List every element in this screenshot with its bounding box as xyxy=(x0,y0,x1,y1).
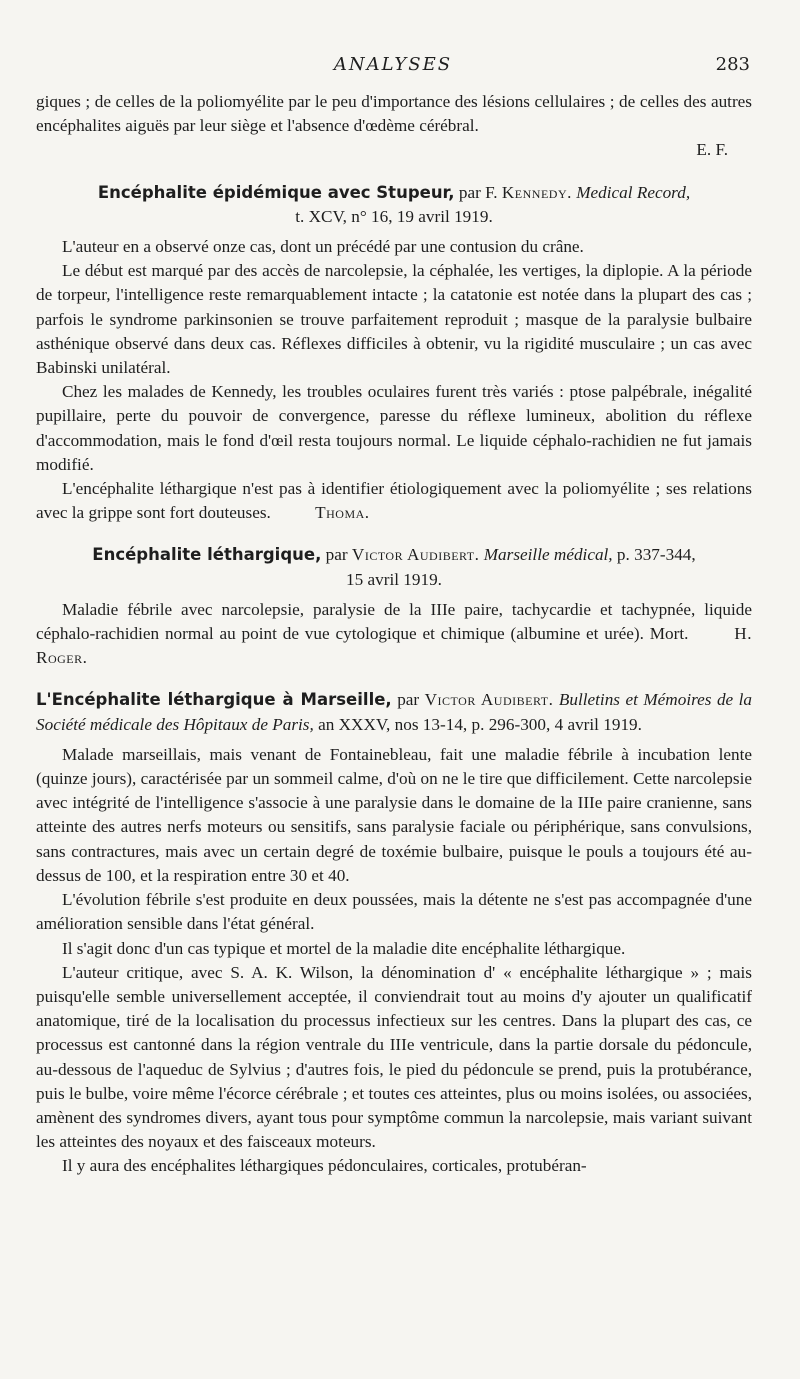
paragraph: Il y aura des encéphalites léthargiques pédonculaires, corticales, protubéran- xyxy=(62,1156,587,1176)
intro-paragraph: giques ; de celles de la poliomyélite par le peu d'importance des lésions cellulaires ; de celles des autres encéphalites aiguës par leur siège et l'absence d'œdème cérébral. xyxy=(36,92,752,136)
paragraph: Le début est marqué par des accès de narcolepsie, la céphalée, les vertiges, la diplopie. A la période de torpeur, l'intelligence reste remarquablement intacte ; la catatonie est notée dans la plupart des cas ; parfois le syndrome parkinsonien se trouve parfaitement reproduit ; masque de la paralysie bulbaire asthénique observé dans deux cas. Réflexes difficiles à obtenir, vu la rigidité musculaire ; un cas avec Babinski unilatéral. xyxy=(36,261,752,378)
review-issue: an XXXV, nos 13-14, p. 296-300, 4 avril 1919. xyxy=(318,714,642,734)
article-body xyxy=(36,90,752,1179)
paragraph: Chez les malades de Kennedy, les troubles oculaires furent très variés : ptose palpébrale, inégalité pupillaire, perte du pouvoir de convergence, paresse du réflexe lumineux, abolition du réflexe d'accommodation, mais le fond d'œil resta toujours normal. Le liquide céphalo-rachidien ne fut jamais modifié. xyxy=(36,382,752,474)
review-author: Kennedy. xyxy=(501,182,572,202)
paragraph: L'évolution fébrile s'est produite en deux poussées, mais la détente ne s'est pas accompagnée d'une amélioration sensible dans l'état général. xyxy=(36,890,752,934)
review-by: par xyxy=(325,545,348,565)
paragraph: L'auteur critique, avec S. A. K. Wilson, la dénomination d' « encéphalite léthargique » ; mais puisqu'elle semble universellement acceptée, il conviendrait tout au moins d'y ajouter un qualificatif anatomique, tiré de la localisation du processus infectieux sur les centres. Dans la plupart des cas, ce processus est cantonné dans la région ventrale du IIIe ventricule, dans la partie dorsale du pédoncule, au-dessous de l'aqueduc de Sylvius ; d'autres fois, le pied du pédoncule se prend, puis la protubérance, puis le bulbe, voire même l'écorce cérébrale ; et toutes ces atteintes, plus ou moins isolées, ou associées, amènent des syndromes divers, ayant tous pour symptôme commun la narcolepsie, mais variant suivant les atteintes des noyaux et des faisceaux moteurs. xyxy=(36,962,752,1152)
page-number: 283 xyxy=(715,54,750,75)
review-journal: Medical Record, xyxy=(576,182,691,202)
paragraph: L'auteur en a observé onze cas, dont un précédé par une contusion du crâne. xyxy=(62,237,584,257)
paragraph: Malade marseillais, mais venant de Fontainebleau, fait une maladie fébrile à incubation lente (quinze jours), caractérisée par un sommeil calme, d'où on ne le tire que difficilement. Cette narcolepsie avec intégrité de l'intelligence s'associe à une paralysie dans le domaine de la IIIe paire cranienne, sans atteinte des autres nerfs moteurs ou sensitifs, sans paralysie faciale ou périphérique, sans convulsions, sans contractures, mais avec un certain degré de toxémie bulbaire, puisque le pouls a toujours été au-dessus de 100, et la respiration entre 30 et 40. xyxy=(36,744,752,885)
review-title: Encéphalite léthargique, xyxy=(92,545,322,565)
running-title: ANALYSES xyxy=(333,54,453,75)
review-heading xyxy=(36,181,752,229)
review-author: Victor Audibert. xyxy=(351,545,480,565)
review-by: par F. xyxy=(458,182,498,202)
paragraph xyxy=(36,477,752,525)
review-heading xyxy=(36,543,752,591)
review-heading xyxy=(36,688,752,736)
review-audibert-1 xyxy=(36,543,752,670)
review-date: 15 avril 1919. xyxy=(346,569,442,589)
intro-signature: E. F. xyxy=(696,140,728,160)
paragraph: Il s'agit donc d'un cas typique et mortel de la maladie dite encéphalite léthargique. xyxy=(62,938,626,958)
review-audibert-2 xyxy=(36,688,752,1178)
review-pages: p. 337-344, xyxy=(616,545,696,565)
review-journal: Bulletins et Mémoires de la Société médicale des Hôpitaux de Paris, xyxy=(36,690,753,734)
review-title: Encéphalite épidémique avec Stupeur, xyxy=(97,182,455,202)
review-kennedy xyxy=(36,181,752,526)
review-by: par xyxy=(397,690,420,710)
running-head xyxy=(36,54,750,78)
review-issue: t. XCV, n° 16, 19 avril 1919. xyxy=(295,206,493,226)
review-title: L'Encéphalite léthargique à Marseille, xyxy=(36,690,392,710)
paragraph xyxy=(36,598,752,671)
review-journal: Marseille médical, xyxy=(483,545,613,565)
reviewer-signature: Thoma. xyxy=(315,503,370,523)
reviewer-signature: H. Roger. xyxy=(36,624,753,668)
paragraph-text: Maladie fébrile avec narcolepsie, paralysie de la IIIe paire, tachycardie et tachypnée, liquide céphalo-rachidien normal au point de vue cytologique et chimique (albumine et urée). Mort. xyxy=(36,599,752,644)
paragraph-text: L'encéphalite léthargique n'est pas à identifier étiologiquement avec la poliomyélite ; ses relations avec la grippe sont fort douteuses. xyxy=(36,479,752,523)
review-author: Victor Audibert. xyxy=(424,690,554,710)
